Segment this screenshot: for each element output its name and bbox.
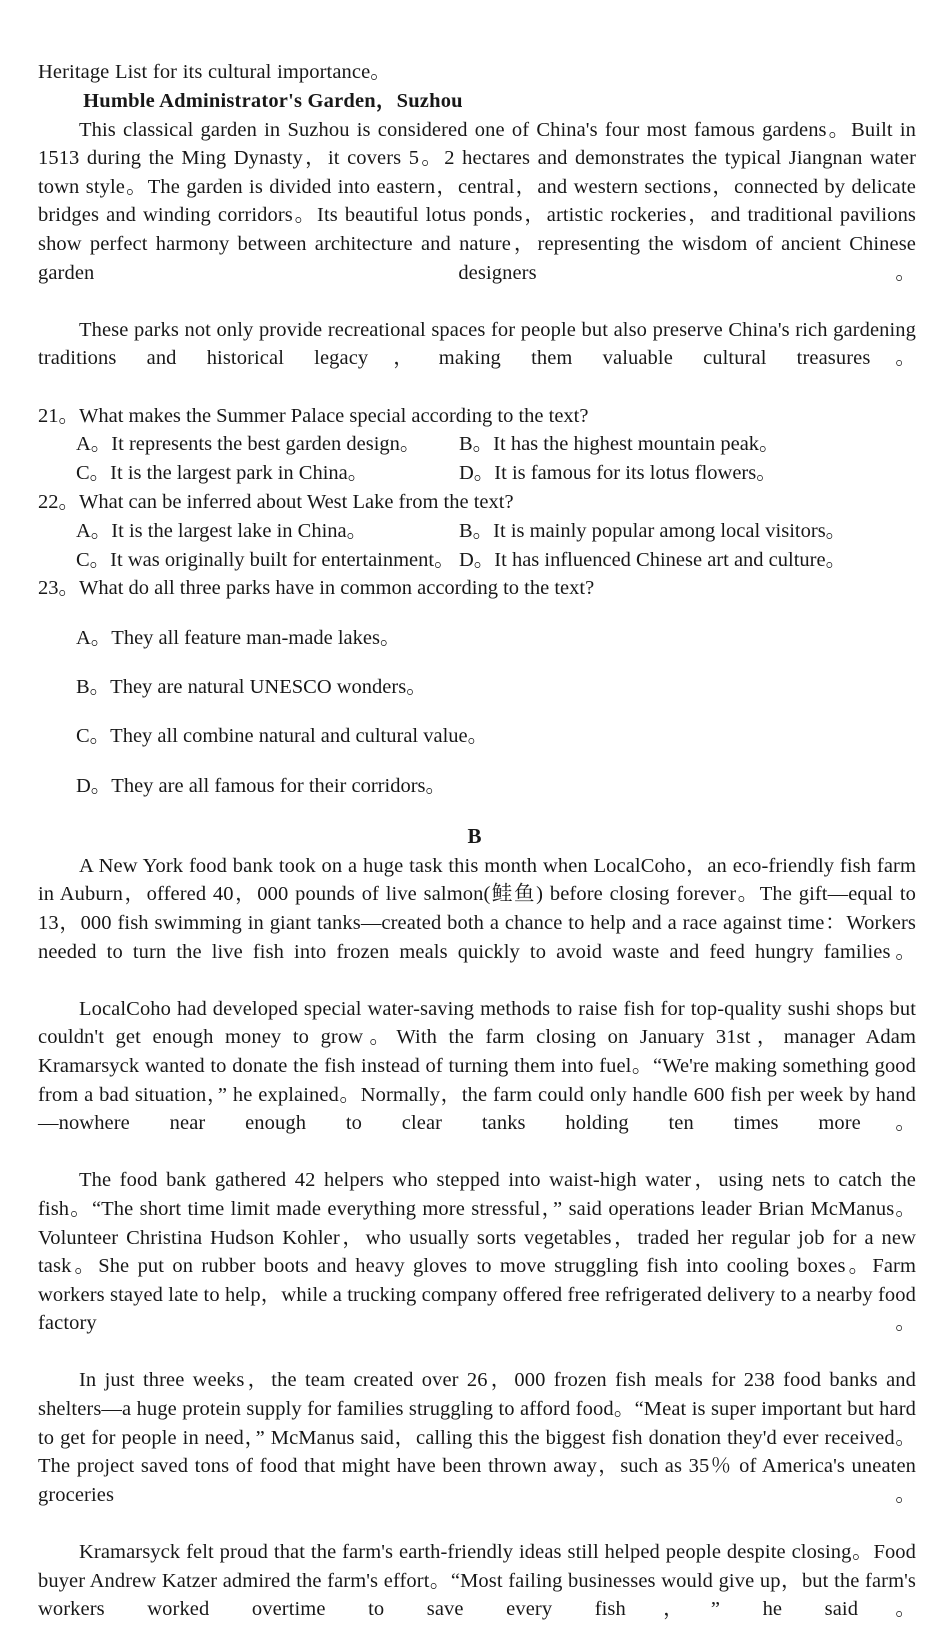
passage-b-paragraph: LocalCoho had developed special water-saving methods to raise fish for top-quality sushi shops but couldn't get enough money to grow。With the farm closing on January 31st，manager Adam Kramarsyck wanted to donate the fish instead of turning them into fuel。“We're making something good from a bad situation，” he explained。Normally，the farm could only handle 600 fish per week by hand—nowhere near enough to clear tanks holding ten times more。	[38, 997, 916, 1135]
question-21	[38, 402, 916, 488]
question-21-options-row-1	[38, 430, 916, 459]
question-22-text: What can be inferred about West Lake from the text?	[79, 490, 514, 513]
passage-a-paragraph: This classical garden in Suzhou is considered one of China's four most famous gardens。Built in 1513 during the Ming Dynasty，it covers 5。2 hectares and demonstrates the typical Jiangnan water town style。The garden is divided into eastern，central，and western sections，connected by delicate bridges and winding corridors。Its beautiful lotus ponds，artistic rockeries，and traditional pavilions show perfect harmony between architecture and nature，representing the wisdom of ancient Chinese garden designers。	[38, 118, 916, 284]
section-b-letter: B	[467, 823, 482, 848]
question-22-option-c[interactable]: C。It was originally built for entertainment。	[76, 548, 455, 571]
passage-b-paragraph: In just three weeks，the team created over 26，000 frozen fish meals for 238 food banks and shelters—a huge protein supply for families struggling to afford food。“Meat is super important but hard to get for people in need，” McManus said，calling this the biggest fish donation they'd ever received。The project saved tons of food that might have been thrown away，such as 35％ of America's uneaten groceries。	[38, 1369, 916, 1506]
question-21-number: 21。	[38, 404, 79, 427]
question-22	[38, 488, 916, 574]
question-23-option-b[interactable]: B。They are natural UNESCO wonders。	[76, 675, 427, 698]
passage-a-paragraph: These parks not only provide recreational spaces for people but also preserve China's rich gardening traditions and historical legacy，making them valuable cultural treasures。	[38, 318, 916, 370]
question-23-stem	[38, 574, 916, 603]
question-22-options-row-2	[38, 546, 916, 575]
question-23-number: 23。	[38, 577, 79, 600]
page-content	[38, 58, 916, 1652]
question-22-option-d[interactable]: D。It has influenced Chinese art and culture。	[459, 548, 847, 571]
question-22-stem	[38, 488, 916, 517]
question-21-text: What makes the Summer Palace special according to the text?	[79, 404, 589, 427]
question-21-option-b[interactable]: B。It has the highest mountain peak。	[459, 433, 780, 456]
question-21-stem	[38, 402, 916, 431]
question-23-text: What do all three parks have in common according to the text?	[79, 577, 595, 600]
question-21-options-row-2	[38, 459, 916, 488]
passage-a-continued-line: Heritage List for its cultural importance。	[38, 61, 391, 83]
passage-b-paragraph: A New York food bank took on a huge task this month when LocalCoho，an eco-friendly fish farm in Auburn，offered 40，000 pounds of live salmon(鲑鱼) before closing forever。The gift—equal to 13，000 fish swimming in giant tanks—created both a chance to help and a race against time：Workers needed to turn the live fish into frozen meals quickly to avoid waste and feed hungry families。	[38, 854, 916, 963]
passage-b-paragraph: The food bank gathered 42 helpers who stepped into waist-high water，using nets to catch the fish。“The short time limit made everything more stressful，” said operations leader Brian McManus。Volunteer Christina Hudson Kohler，who usually sorts vegetables，traded her regular job for a new task。She put on rubber boots and heavy gloves to move struggling fish into cooling boxes。Farm workers stayed late to help，while a trucking company offered free refrigerated delivery to a nearby food factory。	[38, 1169, 916, 1335]
question-22-option-b[interactable]: B。It is mainly popular among local visitors。	[459, 519, 847, 542]
question-23-option-c[interactable]: C。They all combine natural and cultural value。	[76, 725, 489, 748]
question-23-option-d[interactable]: D。They are all famous for their corridors。	[76, 774, 447, 797]
passage-a-subheading: Humble Administrator's Garden，Suzhou	[83, 89, 463, 112]
question-23-option-a[interactable]: A。They all feature man-made lakes。	[76, 626, 401, 649]
passage-b-paragraph: Kramarsyck felt proud that the farm's earth-friendly ideas still helped people despite closing。Food buyer Andrew Katzer admired the farm's effort。“Most failing businesses would give up，but the farm's workers worked overtime to save every fish，” he said。	[38, 1541, 916, 1621]
question-21-option-d[interactable]: D。It is famous for its lotus flowers。	[459, 462, 777, 485]
question-21-option-c[interactable]: C。It is the largest park in China。	[76, 462, 369, 485]
question-22-number: 22。	[38, 490, 79, 513]
question-21-option-a[interactable]: A。It represents the best garden design。	[76, 433, 421, 456]
question-22-options-row-1	[38, 517, 916, 546]
question-23	[38, 574, 916, 800]
question-22-option-a[interactable]: A。It is the largest lake in China。	[76, 519, 368, 542]
